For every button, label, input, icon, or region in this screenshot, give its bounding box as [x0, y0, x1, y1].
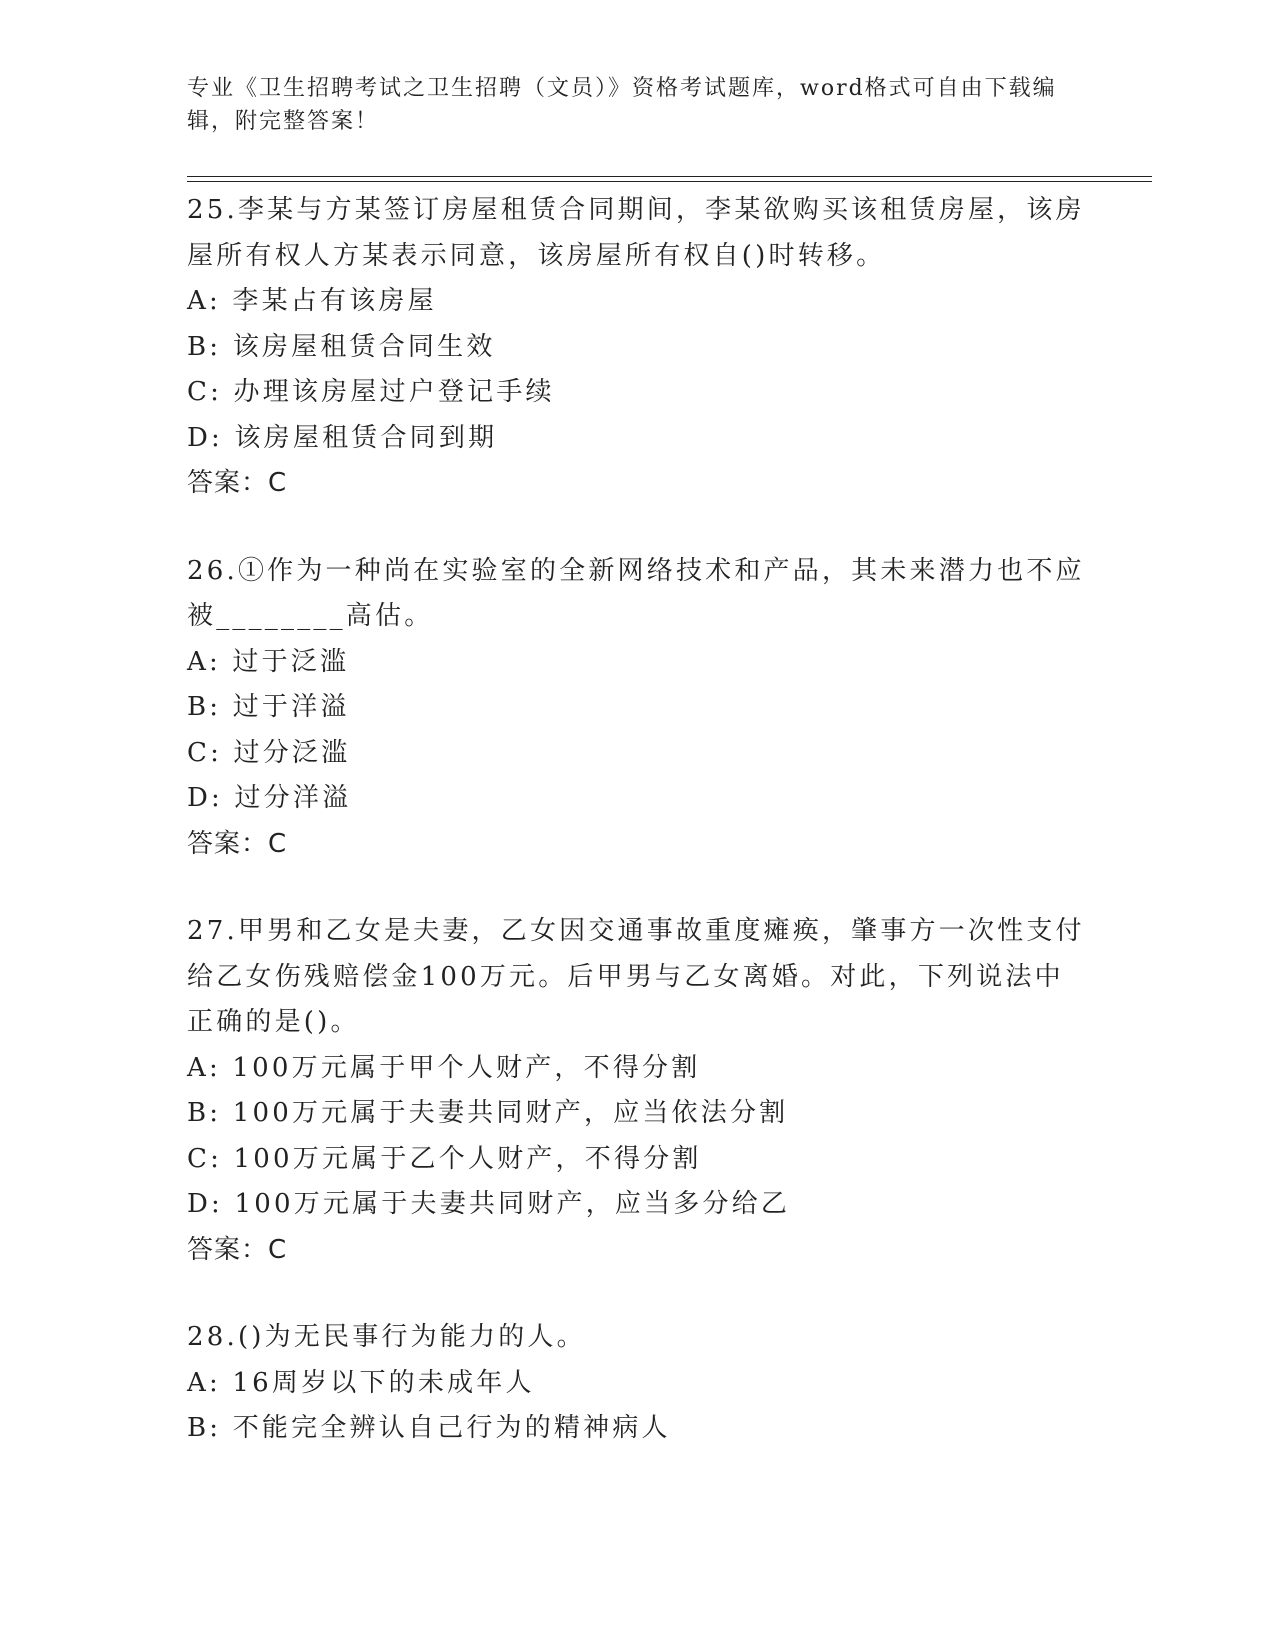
question-27 — [187, 909, 1087, 1273]
option-a: A: 100万元属于甲个人财产，不得分割 — [187, 1052, 701, 1083]
header-divider-top — [187, 176, 1152, 177]
option-b: B: 过于洋溢 — [187, 692, 350, 722]
question-stem: 27.甲男和乙女是夫妻，乙女因交通事故重度瘫痪，肇事方一次性支付给乙女伤残赔偿金100万元。后甲男与乙女离婚。对此，下列说法中正确的是()。 — [187, 916, 1085, 1037]
option-b: B: 100万元属于夫妻共同财产，应当依法分割 — [187, 1098, 789, 1128]
option-b: B: 不能完全辨认自己行为的精神病人 — [187, 1413, 671, 1443]
question-25 — [187, 188, 1087, 507]
question-stem: 26.①作为一种尚在实验室的全新网络技术和产品，其未来潜力也不应被________高估。 — [187, 555, 1085, 631]
option-a: A: 李某占有该房屋 — [187, 286, 437, 316]
header-divider-bottom — [187, 181, 1152, 182]
option-d: D: 100万元属于夫妻共同财产，应当多分给乙 — [187, 1189, 791, 1219]
option-c: C: 办理该房屋过户登记手续 — [187, 377, 555, 407]
option-b: B: 该房屋租赁合同生效 — [187, 331, 496, 362]
option-a: A: 过于泛滥 — [187, 646, 350, 677]
question-stem: 28.()为无民事行为能力的人。 — [187, 1322, 586, 1352]
option-a: A: 16周岁以下的未成年人 — [187, 1367, 535, 1398]
question-stem: 25.李某与方某签订房屋租赁合同期间，李某欲购买该租赁房屋，该房屋所有权人方某表示同意，该房屋所有权自()时转移。 — [187, 195, 1085, 271]
option-d: D: 过分洋溢 — [187, 783, 352, 813]
document-header: 专业《卫生招聘考试之卫生招聘（文员）》资格考试题库，word格式可自由下载编辑，附完整答案！ — [187, 76, 1057, 134]
answer-line: 答案：C — [187, 828, 288, 859]
option-d: D: 该房屋租赁合同到期 — [187, 422, 498, 453]
option-c: C: 过分泛滥 — [187, 737, 351, 768]
answer-line: 答案：C — [187, 1234, 288, 1265]
answer-line: 答案：C — [187, 468, 288, 498]
question-26 — [187, 549, 1087, 868]
question-28 — [187, 1315, 1087, 1452]
question-list — [187, 188, 1087, 1494]
option-c: C: 100万元属于乙个人财产，不得分割 — [187, 1143, 702, 1174]
